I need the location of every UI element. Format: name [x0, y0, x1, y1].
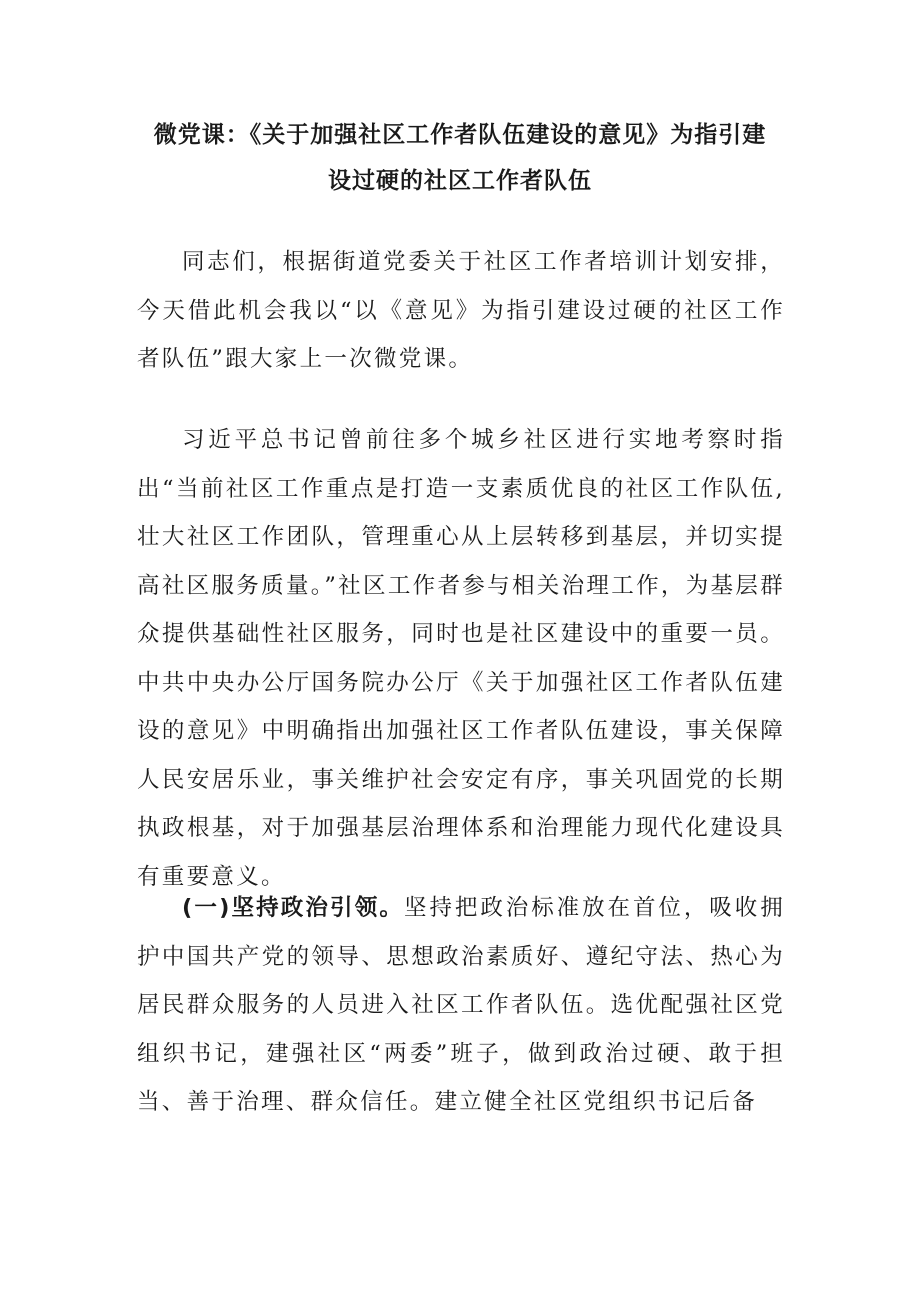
document-title — [140, 112, 780, 204]
title-line-2: 设过硬的社区工作者队伍 — [328, 168, 592, 194]
section-heading: (一)坚持政治引领。 — [182, 895, 404, 921]
paragraph-section-1 — [137, 884, 785, 1127]
paragraph-intro: 同志们，根据街道党委关于社区工作者培训计划安排，今天借此机会我以“以《意见》为指引建设过硬的社区工作者队伍”跟大家上一次微党课。 — [137, 249, 785, 372]
paragraph-background: 习近平总书记曾前往多个城乡社区进行实地考察时指出“当前社区工作重点是打造一支素质优良的社区工作队伍,壮大社区工作团队，管理重心从上层转移到基层，并切实提高社区服务质量。”社区工作者参与相关治理工作，为基层群众提供基础性社区服务，同时也是社区建设中的重要一员。中共中央办公厅国务院办公厅《关于加强社区工作者队伍建设的意见》中明确指出加强社区工作者队伍建设，事关保障人民安居乐业，事关维护社会安定有序，事关巩固党的长期执政根基，对于加强基层治理体系和治理能力现代化建设具有重要意义。 — [137, 427, 785, 890]
title-line-1: 微党课：《关于加强社区工作者队伍建设的意见》为指引建 — [153, 122, 767, 148]
section-body: 坚持把政治标准放在首位，吸收拥护中国共产党的领导、思想政治素质好、遵纪守法、热心为居民群众服务的人员进入社区工作者队伍。选优配强社区党组织书记，建强社区“两委”班子，做到政治过硬、敢于担当、善于治理、群众信任。建立健全社区党组织书记后备 — [137, 895, 785, 1115]
